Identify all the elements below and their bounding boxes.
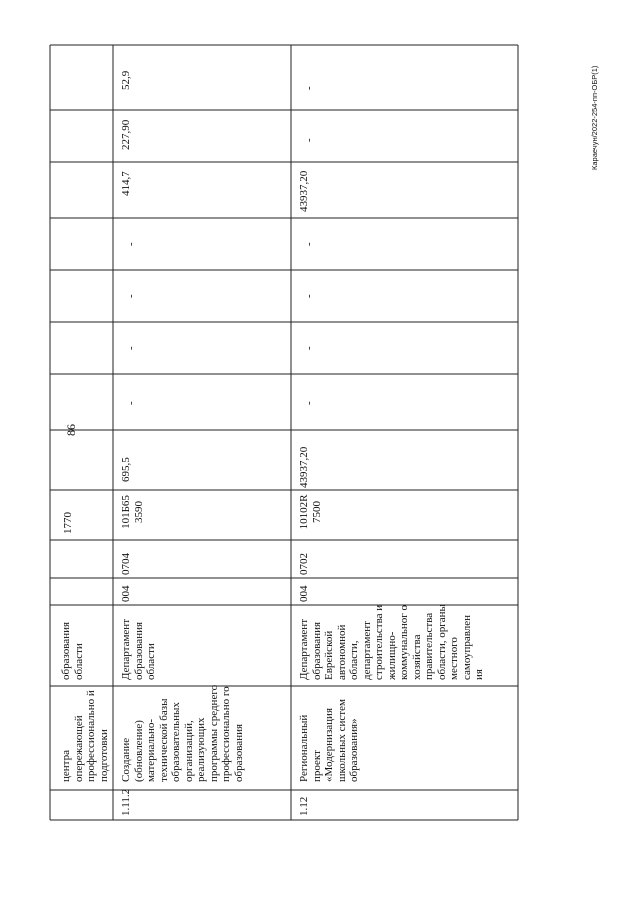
cell-name: Создание (обновление) материально-технической базы образовательных организаций, реализующих программы среднего профессионально го образования xyxy=(120,684,245,782)
cell-c10: 227,90 xyxy=(120,119,132,150)
cell-c1: 004 xyxy=(298,585,310,602)
cell-c9: 414,7 xyxy=(120,171,132,196)
cell-c5: - xyxy=(303,401,315,405)
cell-c4: 695,5 xyxy=(120,457,132,482)
cell-name: Региональный проект «Модернизация школьных систем образования» xyxy=(298,699,360,782)
cell-c3: 101Б65 3590 xyxy=(120,495,145,529)
cell-c11: - xyxy=(303,86,315,90)
cell-executor: Департамент образования области xyxy=(120,618,157,680)
cell-name: центра опережающей профессионально й подготовки xyxy=(60,690,110,782)
cell-c5: - xyxy=(125,401,137,405)
document-reference: Караечун/2022-254-пп-ОБР(1) xyxy=(590,65,599,170)
cell-code: 1.12 xyxy=(298,796,310,816)
cell-c3: 1770 xyxy=(62,512,74,534)
cell-c4: 43937,20 xyxy=(298,446,310,488)
cell-c9: 43937,20 xyxy=(298,170,310,212)
cell-c6: - xyxy=(125,346,137,350)
cell-c10: - xyxy=(303,138,315,142)
cell-c8: - xyxy=(303,242,315,246)
cell-c7: - xyxy=(303,294,315,298)
cell-c1: 004 xyxy=(120,585,132,602)
cell-c6: - xyxy=(303,346,315,350)
cell-c11: 52,9 xyxy=(120,70,132,90)
cell-c2: 0704 xyxy=(120,553,132,575)
cell-c8: - xyxy=(125,242,137,246)
cell-c2: 0702 xyxy=(298,553,310,575)
cell-c3: 10102R 7500 xyxy=(298,494,323,530)
cell-executor: образования области xyxy=(60,621,85,680)
cell-executor: Департамент образования Еврейской автономной области, департамент строительства и жилищно-коммунальног о хозяйства правительства области, органы местного самоуправлен ия xyxy=(298,604,485,680)
cell-code: 1.11.2 xyxy=(120,788,132,816)
page-number: 86 xyxy=(64,424,78,436)
cell-c7: - xyxy=(125,294,137,298)
